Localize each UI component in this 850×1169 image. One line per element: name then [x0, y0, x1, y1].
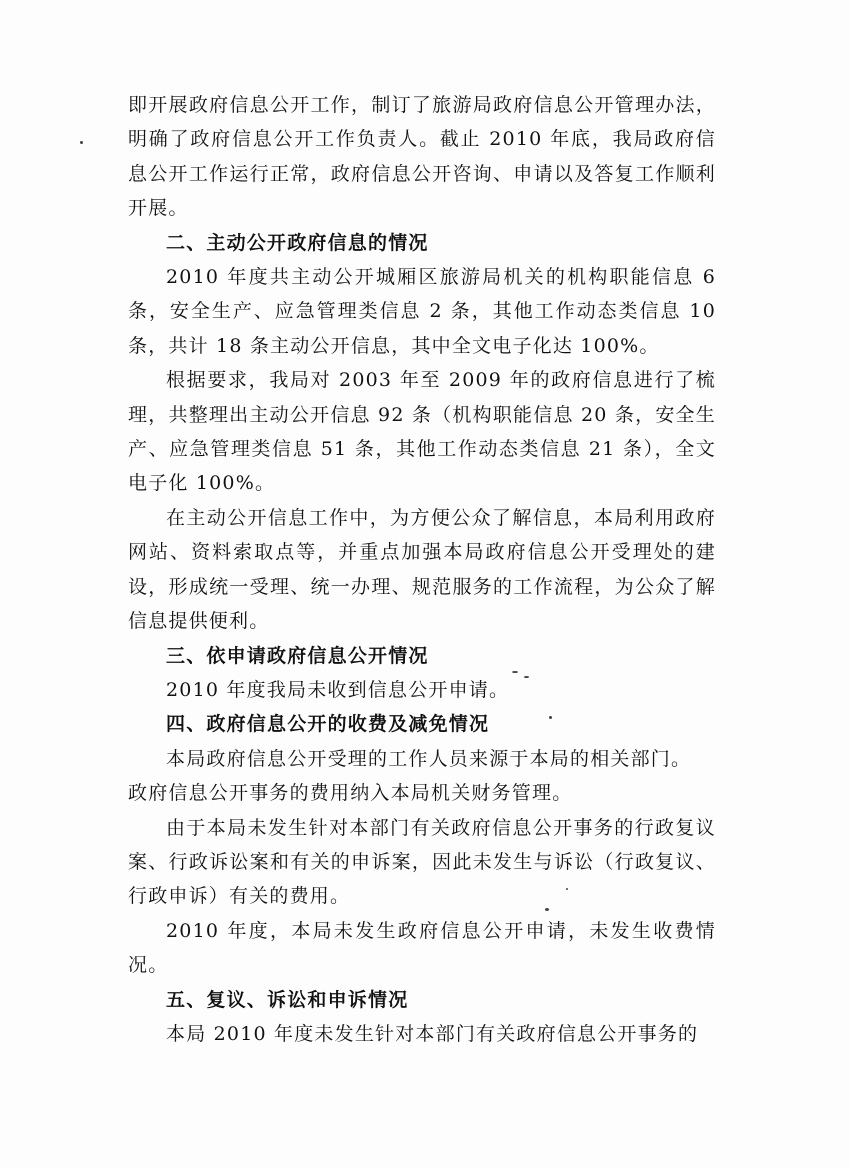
scan-speck [545, 908, 549, 911]
paragraph-proactive-backlog: 根据要求，我局对 2003 年至 2009 年的政府信息进行了梳理，共整理出主动公开信息 92 条（机构职能信息 20 条，安全生产、应急管理类信息 51 条，其他工作动态类信息 21 条），全文电子化 100%。 [128, 369, 716, 495]
paragraph-proactive-2010: 2010 年度共主动公开城厢区旅游局机关的机构职能信息 6 条，安全生产、应急管理类信息 2 条，其他工作动态类信息 10 条，共计 18 条主动公开信息，其中全文电子化达 100%。 [128, 266, 716, 357]
paragraph-fee-litigation: 由于本局未发生针对本部门有关政府信息公开事务的行政复议案、行政诉讼案和有关的申诉案，因此未发生与诉讼（行政复议、行政申诉）有关的费用。 [128, 816, 716, 908]
section-heading-3: 三、依申请政府信息公开情况 [166, 644, 429, 667]
scan-speck [80, 141, 83, 144]
section-heading-5: 五、复议、诉讼和申诉情况 [166, 988, 409, 1011]
paragraph-fee-2010: 2010 年度，本局未发生政府信息公开申请，未发生收费情况。 [128, 919, 716, 977]
scan-speck [512, 671, 518, 673]
paragraph-proactive-channels: 在主动公开信息工作中，为方便公众了解信息，本局利用政府网站、资料索取点等，并重点加强本局政府信息公开受理处的建设，形成统一受理、统一办理、规范服务的工作流程，为公众了解信息提供便利。 [128, 506, 716, 633]
paragraph-fee-staff: 本局政府信息公开受理的工作人员来源于本局的相关部门。 [166, 747, 692, 770]
paragraph-fee-finance: 政府信息公开事务的费用纳入本局机关财务管理。 [128, 782, 573, 805]
document-body [128, 88, 716, 1051]
scan-speck [566, 888, 568, 890]
section-heading-4: 四、政府信息公开的收费及减免情况 [166, 713, 490, 736]
section-heading-2: 二、主动公开政府信息的情况 [166, 231, 429, 254]
paragraph-review: 本局 2010 年度未发生针对本部门有关政府信息公开事务的 [166, 1022, 699, 1045]
paragraph-requests: 2010 年度我局未收到信息公开申请。 [166, 678, 510, 701]
scan-speck [549, 716, 552, 719]
scan-speck [524, 676, 529, 678]
paragraph-intro: 即开展政府信息公开工作，制订了旅游局政府信息公开管理办法，明确了政府信息公开工作负责人。截止 2010 年底，我局政府信息公开工作运行正常，政府信息公开咨询、申请以及答复工作顺利开展。 [128, 94, 716, 220]
